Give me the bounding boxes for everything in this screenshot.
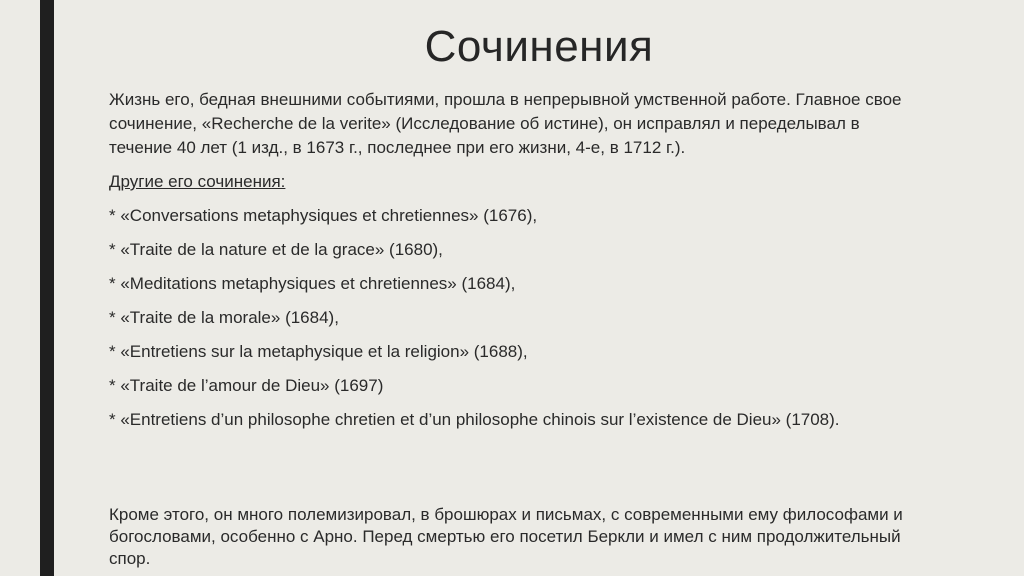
slide-title: Сочинения (424, 22, 654, 71)
list-item: * «Traite de la morale» (1684), (109, 308, 339, 327)
accent-bar (40, 0, 54, 576)
list-item: * «Conversations metaphysiques et chretiennes» (1676), (109, 206, 538, 225)
other-works-heading: Другие его сочинения: (109, 172, 286, 191)
works-list (109, 204, 909, 432)
list-item: * «Meditations metaphysiques et chretiennes» (1684), (109, 274, 516, 293)
list-item: * «Entretiens d’un philosophe chretien et d’un philosophe chinois sur l’existence de Dieu» (1708). (109, 410, 840, 429)
intro-paragraph: Жизнь его, бедная внешними событиями, прошла в непрерывной умственной работе. Главное свое сочинение, «Recherche de la verite» (Исследование об истине), он исправлял и переделывал в течение 40 лет (1 изд., в 1673 г., последнее при его жизни, 4-е, в 1712 г.). (109, 90, 902, 157)
closing-paragraph: Кроме этого, он много полемизировал, в брошюрах и письмах, с современными ему философами и богословами, особенно с Арно. Перед смертью его посетил Беркли и имел с ним продолжительный спор. (109, 505, 903, 568)
list-item: * «Entretiens sur la metaphysique et la religion» (1688), (109, 342, 528, 361)
list-item: * «Traite de la nature et de la grace» (1680), (109, 240, 443, 259)
slide-content (109, 88, 909, 432)
list-item: * «Traite de l’amour de Dieu» (1697) (109, 376, 384, 395)
